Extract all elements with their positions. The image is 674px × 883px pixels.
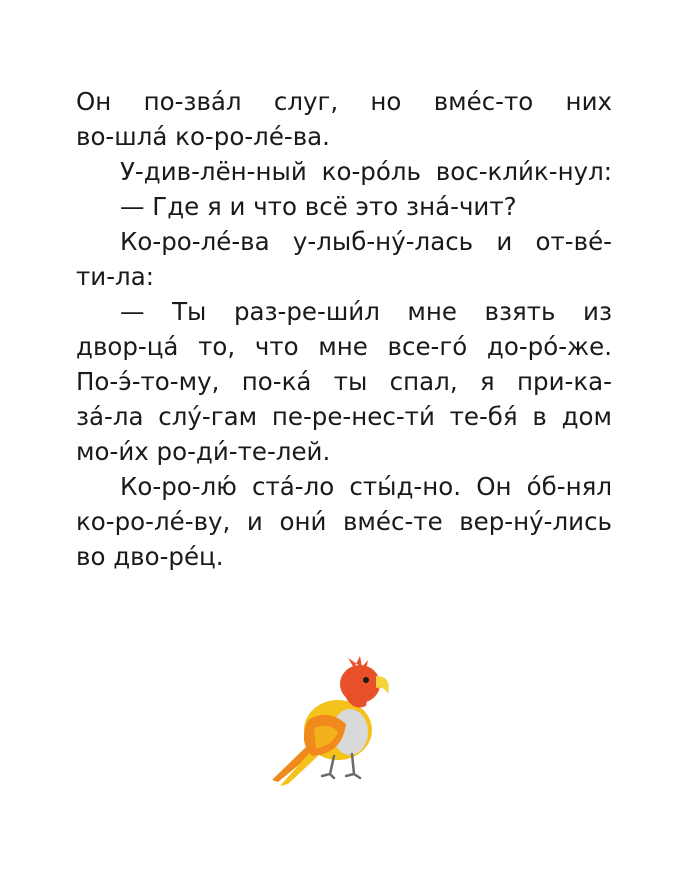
paragraph: [76, 84, 612, 154]
text-line: ко-ро-ле́-ву, и они́ вме́с-те вер-ну́-лись: [76, 507, 612, 536]
paragraph: [76, 294, 612, 469]
text-line: Ко-ро-лю́ ста́-ло сты́д-но. Он о́б-нял: [120, 472, 612, 501]
text-line: во дво-ре́ц.: [76, 542, 224, 571]
text-line: Ко-ро-ле́-ва у-лыб-ну́-лась и от-ве́-: [120, 227, 612, 256]
text-line: во-шла́ ко-ро-ле́-ва.: [76, 122, 330, 151]
text-line: У-див-лён-ный ко-ро́ль вос-кли́к-нул:: [120, 157, 612, 186]
text-line: ти-ла:: [76, 262, 154, 291]
text-line: По-э́-то-му, по-ка́ ты спал, я при-ка-: [76, 367, 612, 396]
text-line: за́-ла слу́-гам пе-ре-нес-ти́ те-бя́ в дом: [76, 402, 612, 431]
parrot-bird-icon: [268, 650, 398, 790]
text-line: — Где я и что всё это зна́-чит?: [120, 192, 517, 221]
text-line: Он по-зва́л слуг, но вме́с-то них: [76, 87, 612, 116]
text-line: мо-и́х ро-ди́-те-лей.: [76, 437, 331, 466]
text-line: — Ты раз-ре-ши́л мне взять из: [120, 297, 612, 326]
story-text: [76, 84, 612, 574]
paragraph: [76, 224, 612, 294]
paragraph: [76, 189, 612, 224]
text-line: двор-ца́ то, что мне все-го́ до-ро́-же.: [76, 332, 612, 361]
paragraph: [76, 154, 612, 189]
paragraph: [76, 469, 612, 574]
